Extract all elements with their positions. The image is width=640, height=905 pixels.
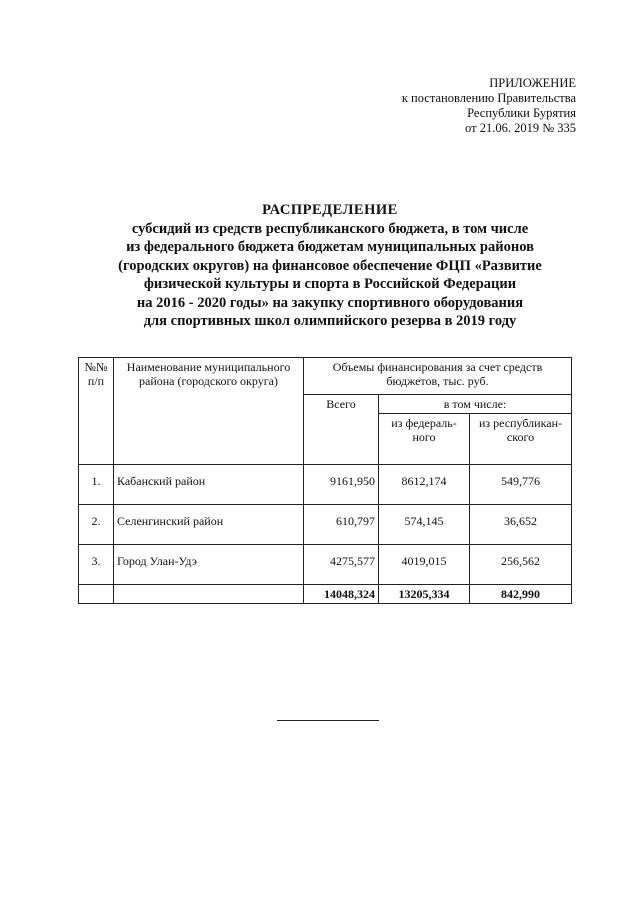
distribution-table (78, 357, 572, 604)
header-total: Всего (304, 395, 379, 465)
row-total: 9161,950 (304, 465, 379, 505)
closing-rule (277, 720, 379, 721)
header-municipality: Наименование муниципального района (городского округа) (114, 358, 304, 465)
row-total: 610,797 (304, 505, 379, 545)
total-republic: 842,990 (470, 585, 572, 604)
row-number: 3. (79, 545, 114, 585)
header-including: в том числе: (379, 395, 572, 414)
table-header-row (79, 358, 572, 395)
title-line: субсидий из средств республиканского бюджета, в том числе (131, 220, 529, 237)
total-federal: 13205,334 (379, 585, 470, 604)
table-row (79, 465, 572, 505)
annex-block (402, 76, 576, 136)
title-heading: РАСПРЕДЕЛЕНИЕ (262, 202, 398, 218)
title-line: из федерального бюджета бюджетам муниципальных районов (126, 239, 534, 255)
title-line: на 2016 - 2020 годы» на закупку спортивного оборудования (136, 294, 524, 311)
title-line: физической культуры и спорта в Российской Федерации (143, 276, 517, 292)
total-number-empty (79, 585, 114, 604)
row-municipality: Селенгинский район (114, 505, 304, 545)
row-federal: 574,145 (379, 505, 470, 545)
total-name-empty (114, 585, 304, 604)
row-republic: 36,652 (470, 505, 572, 545)
row-republic: 549,776 (470, 465, 572, 505)
header-number: №№ п/п (79, 358, 114, 465)
annex-reference: к постановлению Правительства (401, 91, 576, 105)
row-municipality: Кабанский район (114, 465, 304, 505)
table-row (79, 545, 572, 585)
row-total: 4275,577 (304, 545, 379, 585)
row-number: 2. (79, 505, 114, 545)
header-republic: из республикан-ского (470, 414, 572, 465)
annex-title: ПРИЛОЖЕНИЕ (489, 76, 576, 90)
header-funding-volumes: Объемы финансирования за счет средств бюджетов, тыс. руб. (304, 358, 572, 395)
table-total-row (79, 585, 572, 604)
row-federal: 8612,174 (379, 465, 470, 505)
row-number: 1. (79, 465, 114, 505)
total-sum: 14048,324 (304, 585, 379, 604)
table-row (79, 505, 572, 545)
row-municipality: Город Улан-Удэ (114, 545, 304, 585)
row-republic: 256,562 (470, 545, 572, 585)
document-title (60, 201, 600, 331)
title-line: для спортивных школ олимпийского резерва в 2019 году (143, 313, 517, 329)
annex-date-number: от 21.06. 2019 № 335 (465, 121, 576, 135)
row-federal: 4019,015 (379, 545, 470, 585)
annex-republic: Республики Бурятия (467, 106, 576, 120)
title-line: (городских округов) на финансовое обеспечение ФЦП «Развитие (118, 257, 542, 274)
header-federal: из федераль-ного (379, 414, 470, 465)
